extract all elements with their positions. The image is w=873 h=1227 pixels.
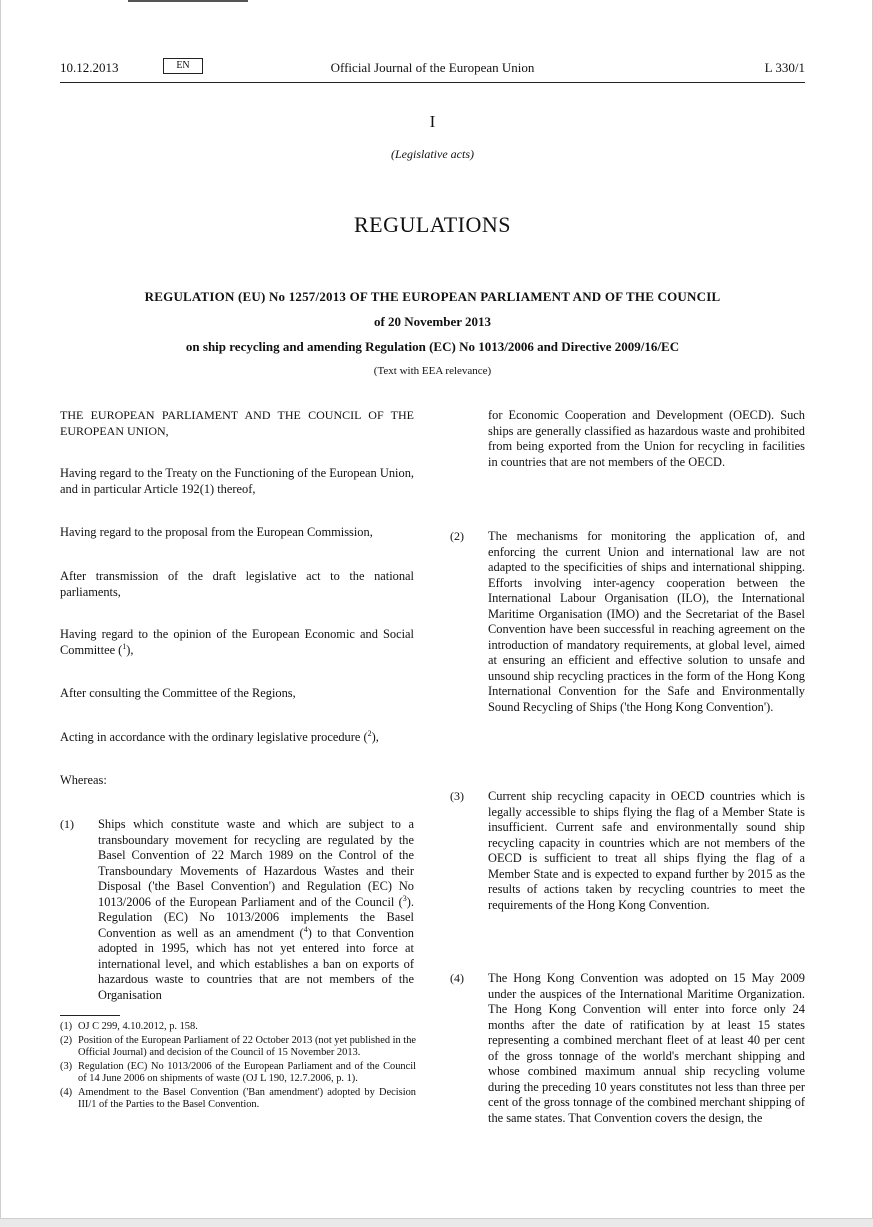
preamble-treaty: Having regard to the Treaty on the Functioning of the European Union, and in particular Article 192(1) thereof, (60, 466, 414, 496)
section-roman-numeral: I (429, 112, 436, 131)
preamble-committee-opinion: Having regard to the opinion of the European Economic and Social Committee ($^1$), (60, 627, 414, 657)
recital-text: Current ship recycling capacity in OECD countries which is legally accessible to ships flying the flag of a Member State is insufficient. Current safe and environmentally sound ship recycling capacity in countries which are not members of the OECD is sufficient to treat all ships flying the flag of a Member State and is expected to expand further by 2015 as the results of actions taken by recycling countries to meet the requirements of the Hong Kong Convention. (488, 789, 805, 912)
document-page (60, 0, 805, 1219)
regulation-date: of 20 November 2013 (373, 314, 492, 329)
page-reference: L 330/1 (764, 60, 805, 75)
recital-number: (3) (450, 789, 464, 803)
page-border-left (0, 0, 1, 1227)
preamble-proposal: Having regard to the proposal from the European Commission, (60, 525, 373, 539)
footnote-ref[interactable]: 4 (303, 924, 308, 934)
recital-number: (4) (450, 971, 464, 985)
preamble-procedure: Acting in accordance with the ordinary legislative procedure ($^2$), (60, 728, 379, 744)
recital-text: The mechanisms for monitoring the application of, and enforcing the current Union and international law are not adapted to the specificities of ships and international shipping. Efforts involving inter-agency cooperation between the International Labour Organisation (ILO), the International Maritime Organisation (IMO) and the Secretariat of the Basel Convention have been successful in reaching agreement on the introduction of mandatory requirements, at global level, aimed at ensuring an efficient and effective solution to unsafe and unsound ship recycling practices in the form of the Hong Kong International Convention for the Safe and Environmentally Sound Recycling of Ships ('the Hong Kong Convention'). (488, 529, 805, 714)
recital-text: Ships which constitute waste and which are subject to a transboundary movement for recycling are regulated by the Basel Convention of 22 March 1989 on the Control of the Transboundary Movements of Hazardous Wastes and their Disposal ('the Basel Convention') and Regulation (EC) No 1013/2006 of the European Parliament and of the Council ($^3$). Regulation (EC) No 1013/2006 implements the Basel Convention as well as an amendment ($^4$) to that Convention adopted in 1995, which has not yet entered into force at international level, and which establishes a ban on exports of hazardous waste to countries that are not members of the Organisation (98, 817, 414, 1002)
footnote: (3) Regulation (EC) No 1013/2006 of the European Parliament and of the Council of 14 June 2006 on shipments of waste (OJ L 190, 12.7.2006, p. 1). (60, 1060, 416, 1084)
preamble-authors: THE EUROPEAN PARLIAMENT AND THE COUNCIL OF THE EUROPEAN UNION, (60, 408, 414, 438)
recital-number: (1) (60, 817, 74, 831)
horizontal-scrollbar[interactable] (0, 1218, 873, 1227)
regulation-subject: on ship recycling and amending Regulation (EC) No 1013/2006 and Directive 2009/16/EC (185, 339, 680, 354)
journal-title: Official Journal of the European Union (330, 60, 535, 75)
footnote-ref[interactable]: 2 (367, 728, 372, 738)
footnote: (4) Amendment to the Basel Convention ('Ban amendment') adopted by Decision III/1 of the Parties to the Basel Convention. (60, 1086, 416, 1110)
recital-continuation: for Economic Cooperation and Development (OECD). Such ships are generally classified as hazardous waste and prohibited from being exported from the Union for recycling in facilities in countries that are not members of the OECD. (488, 408, 805, 469)
recital-text: The Hong Kong Convention was adopted on 15 May 2009 under the auspices of the International Maritime Organization. The Hong Kong Convention will enter into force only 24 months after the date of ratification by at least 15 states representing a combined merchant fleet of at least 40 per cent of the gross tonnage of the world's merchant shipping and whose combined maximum annual ship recycling volume during the preceding 10 years constitutes not less than three per cent of the gross tonnage of the combined merchant shipping of the same states. That Convention covers the design, the (488, 971, 805, 1125)
eea-relevance: (Text with EEA relevance) (373, 365, 492, 377)
preamble-whereas: Whereas: (60, 773, 107, 787)
section-label: (Legislative acts) (391, 147, 474, 161)
journal-header (60, 60, 805, 83)
footnote: (1) OJ C 299, 4.10.2012, p. 158. (60, 1021, 198, 1032)
section-title: REGULATIONS (353, 212, 512, 237)
footnotes (60, 1021, 416, 1113)
language-badge: EN (163, 58, 203, 74)
recital-number: (2) (450, 529, 464, 543)
footnote-ref[interactable]: 3 (402, 893, 407, 903)
footnote-ref[interactable]: 1 (122, 641, 127, 651)
preamble-transmission: After transmission of the draft legislative act to the national parliaments, (60, 569, 414, 599)
publication-date: 10.12.2013 (60, 60, 119, 75)
footnote: (2) Position of the European Parliament of 22 October 2013 (not yet published in the Official Journal) and decision of the Council of 15 November 2013. (60, 1034, 416, 1058)
regulation-title: REGULATION (EU) No 1257/2013 OF THE EUROPEAN PARLIAMENT AND OF THE COUNCIL (144, 289, 721, 304)
preamble-regions: After consulting the Committee of the Regions, (60, 686, 296, 700)
footnote-divider (60, 1015, 120, 1016)
